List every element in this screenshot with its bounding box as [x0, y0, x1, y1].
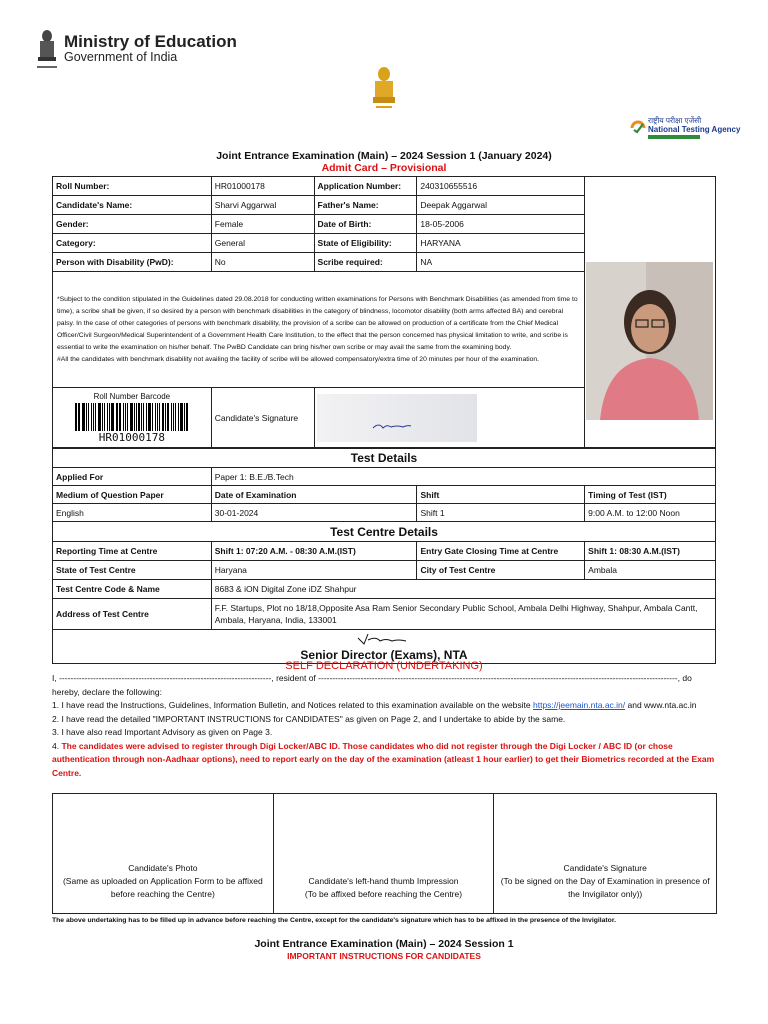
- undertaking-photo-box: [53, 794, 274, 914]
- footer-title: Joint Entrance Examination (Main) – 2024 Session 1: [254, 938, 514, 950]
- reporting-value: Shift 1: 07:20 A.M. - 08:30 A.M.(IST): [211, 542, 417, 561]
- name-value: Sharvi Aggarwal: [211, 196, 314, 215]
- medium-label: Medium of Question Paper: [53, 486, 212, 504]
- barcode-cell: [53, 388, 212, 449]
- declaration-point-1: [52, 699, 716, 713]
- declaration-line-i: I, ---------------------------------------------------------------------------, resident of -------------------------------------------------------------------------------------------------------------------------------, do hereby, declare the following:: [52, 673, 692, 697]
- undertaking-photo-label: Candidate's Photo: [128, 863, 198, 873]
- undertaking-thumb-label: Candidate's left-hand thumb Impression: [308, 876, 459, 886]
- code-label: Test Centre Code & Name: [53, 580, 212, 599]
- admit-card-subtitle: Admit Card – Provisional: [321, 162, 447, 174]
- city-label: City of Test Centre: [417, 561, 585, 580]
- applied-value: Paper 1: B.E./B.Tech: [211, 468, 715, 486]
- gender-label: Gender:: [53, 215, 212, 234]
- exam-title: Joint Entrance Examination (Main) – 2024 Session 1 (January 2024): [216, 150, 552, 162]
- nta-english-name: National Testing Agency: [648, 125, 741, 134]
- timing-value: 9:00 A.M. to 12:00 Noon: [585, 504, 716, 522]
- code-value: 8683 & iON Digital Zone iDZ Shahpur: [211, 580, 715, 599]
- signature-cell: [314, 388, 584, 449]
- roll-value: HR01000178: [211, 177, 314, 196]
- candidate-photo: [586, 262, 713, 420]
- pwd-notes: [53, 272, 585, 388]
- shift-label: Shift: [417, 486, 585, 504]
- photo-blank: [584, 177, 715, 234]
- dob-label: Date of Birth:: [314, 215, 417, 234]
- medium-value: English: [53, 504, 212, 522]
- roll-label: Roll Number:: [53, 177, 212, 196]
- declaration-point-3: 3. I have also read Important Advisory as given on Page 3.: [52, 727, 273, 737]
- undertaking-table: [52, 793, 717, 914]
- test-details-table: [52, 447, 716, 664]
- app-label: Application Number:: [314, 177, 417, 196]
- scribe-note: *Subject to the condition stipulated in the Guidelines dated 29.08.2018 for conducting written examinations for Persons with Benchmark Disabilities (as amended from time to time), a scribe shall be given, if so desired by a person with benchmark disabilities in the category of blindness, locomotor disability (both arms affected BA) and cerebral palsy. In the case of other categories of persons with benchmark disability, the provision of a scribe can be allowed on production of a certificate from the Chief Medical Officer/Civil Surgeon/Medical Superintendent of a Government Health Care Institution, to the effect that the person concerned has physical limitation to write, and scribe is essential to write the examination on his/her behalf. The PwBD Candidate can bring his/her own scribe or may avail the same from the examining body.: [57, 295, 578, 351]
- barcode-icon: [75, 403, 189, 431]
- pwd-label: Person with Disability (PwD):: [53, 253, 212, 272]
- name-label: Candidate's Name:: [53, 196, 212, 215]
- state-label: State of Eligibility:: [314, 234, 417, 253]
- footer-subtitle: IMPORTANT INSTRUCTIONS FOR CANDIDATES: [287, 951, 481, 961]
- undertaking-thumb-box: [273, 794, 494, 914]
- centre-heading: Test Centre Details: [53, 522, 716, 542]
- pwd-value: No: [211, 253, 314, 272]
- date-label: Date of Examination: [211, 486, 417, 504]
- center-emblem-icon: [366, 66, 402, 120]
- father-value: Deepak Aggarwal: [417, 196, 585, 215]
- dob-value: 18-05-2006: [417, 215, 585, 234]
- national-emblem-icon: [34, 28, 60, 72]
- centre-state-label: State of Test Centre: [53, 561, 212, 580]
- address-label: Address of Test Centre: [53, 599, 212, 630]
- address-value: F.F. Startups, Plot no 18/18,Opposite Asa Ram Senior Secondary Public School, Ambala Delhi Highway, Shahpur, Ambala Cantt, Ambala, Haryana, India, 133001: [211, 599, 715, 630]
- scribe-label: Scribe required:: [314, 253, 417, 272]
- declaration-heading: SELF DECLARATION (UNDERTAKING): [285, 660, 483, 672]
- centre-state-value: Haryana: [211, 561, 417, 580]
- shift-value: Shift 1: [417, 504, 585, 522]
- scribe-value: NA: [417, 253, 585, 272]
- extra-time-note: #All the candidates with benchmark disability not availing the facility of scribe will be allowed compensatory/extra time of 20 minutes per hour of the examination.: [57, 355, 540, 363]
- undertaking-sign-box: [494, 794, 717, 914]
- date-value: 30-01-2024: [211, 504, 417, 522]
- point-4-text: The candidates were advised to register through Digi Locker/ABC ID. Those candidates who did not register through the Digi Locker / ABC ID (or chose authentication through non-Aadhaar options), need to report early on the day of the examination (atleast 1 hour earlier) to get their Biometrics recorded at the Exam Centre.: [52, 740, 715, 778]
- undertaking-photo-note: (Same as uploaded on Application Form to be affixed before reaching the Centre): [62, 876, 263, 899]
- gender-value: Female: [211, 215, 314, 234]
- jeemain-link[interactable]: https://jeemain.nta.ac.in/: [533, 700, 626, 710]
- director-cell: [53, 630, 716, 664]
- nta-underline: [648, 135, 700, 139]
- director-title: Senior Director (Exams), NTA: [300, 648, 468, 662]
- app-value: 240310655516: [417, 177, 585, 196]
- barcode-text: HR01000178: [98, 431, 165, 444]
- point-1-text-b: and www.nta.ac.in: [625, 700, 697, 710]
- declaration-body: [52, 672, 716, 780]
- father-label: Father's Name:: [314, 196, 417, 215]
- candidate-photo-cell: [584, 234, 715, 449]
- test-details-heading: Test Details: [53, 448, 716, 468]
- undertaking-thumb-note: (To be affixed before reaching the Centre): [304, 889, 463, 899]
- candidate-photo-icon: [586, 262, 713, 420]
- undertaking-footnote: The above undertaking has to be filled up in advance before reaching the Centre, except for the candidate's signature which has to be affixed in the presence of the Invigilator.: [52, 917, 616, 924]
- category-value: General: [211, 234, 314, 253]
- director-signature-icon: [354, 632, 414, 648]
- nta-logo-icon: [630, 118, 646, 134]
- city-value: Ambala: [585, 561, 716, 580]
- admit-card-table: [52, 176, 716, 449]
- undertaking-sign-note: (To be signed on the Day of Examination in presence of the Invigilator only)): [500, 876, 710, 899]
- signature-icon: [317, 394, 477, 442]
- ministry-title: Ministry of Education: [64, 32, 237, 51]
- point-1-text-a: 1. I have read the Instructions, Guidelines, Information Bulletin, and Notices related to this examination available on the website: [52, 700, 533, 710]
- undertaking-sign-label: Candidate's Signature: [563, 863, 647, 873]
- signature-label: Candidate's Signature: [211, 388, 314, 449]
- category-label: Category:: [53, 234, 212, 253]
- barcode-label: Roll Number Barcode: [93, 392, 171, 401]
- gate-label: Entry Gate Closing Time at Centre: [417, 542, 585, 561]
- declaration-point-2: 2. I have read the detailed "IMPORTANT INSTRUCTIONS for CANDIDATES" as given on Page 2, and I undertake to abide by the same.: [52, 713, 566, 724]
- point-4-number: 4.: [52, 740, 62, 751]
- gate-value: Shift 1: 08:30 A.M.(IST): [585, 542, 716, 561]
- candidate-signature-image: [317, 394, 477, 442]
- nta-hindi-name: राष्ट्रीय परीक्षा एजेंसी: [648, 116, 702, 125]
- government-subtitle: Government of India: [64, 50, 178, 64]
- state-value: HARYANA: [417, 234, 585, 253]
- timing-label: Timing of Test (IST): [585, 486, 716, 504]
- applied-label: Applied For: [53, 468, 212, 486]
- declaration-point-4: [52, 740, 716, 781]
- reporting-label: Reporting Time at Centre: [53, 542, 212, 561]
